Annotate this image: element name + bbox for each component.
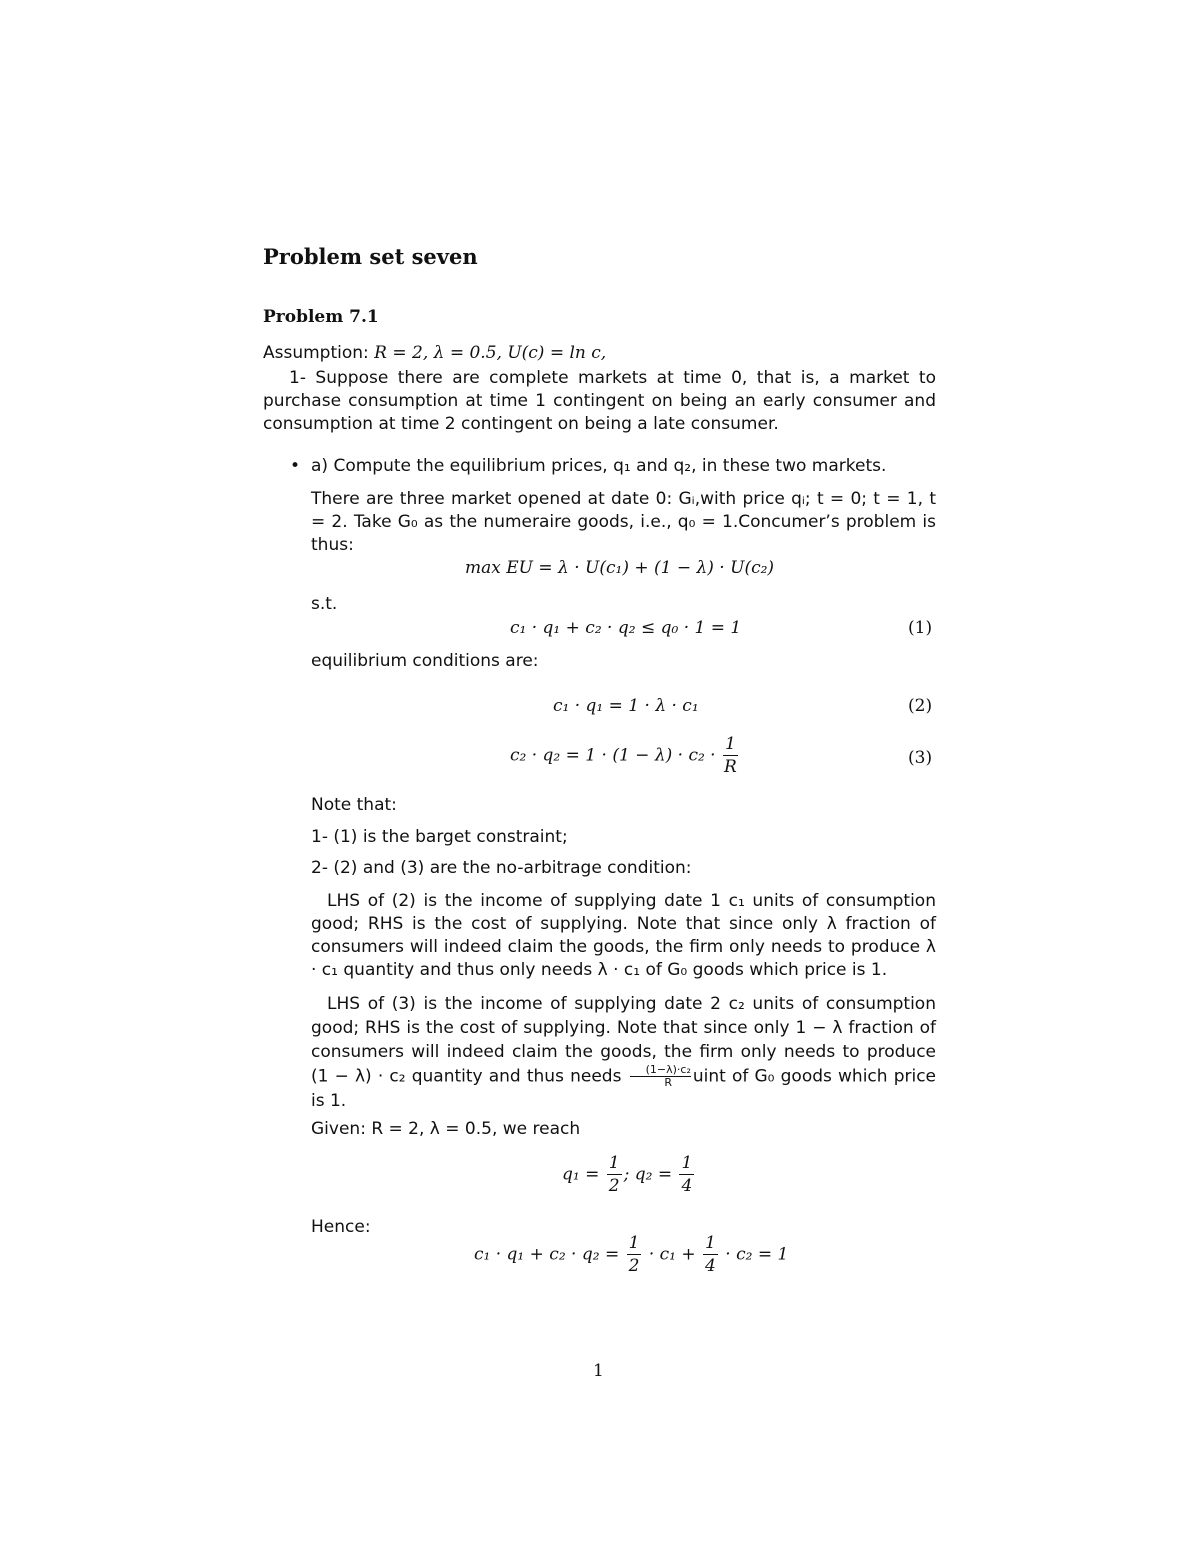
budget-equation: c₁ · q₁ + c₂ · q₂ ≤ q₀ · 1 = 1 bbox=[510, 618, 742, 638]
equilibrium-equation-3 bbox=[510, 733, 740, 778]
note-that: Note that: bbox=[311, 795, 397, 815]
lhs2-paragraph: LHS of (2) is the income of supplying date 1 c₁ units of consumption good; RHS is the cost of supplying. Note that since only λ fraction of consumers will indeed claim the goods, the firm only needs to produce λ · c₁ quantity and thus only needs λ · c₁ of G₀ goods which price is 1. bbox=[311, 891, 936, 980]
hence-equation bbox=[474, 1232, 788, 1277]
objective-equation: max EU = λ · U(c₁) + (1 − λ) · U(c₂) bbox=[465, 558, 775, 578]
problem-heading: Problem 7.1 bbox=[263, 307, 379, 327]
prices-equation bbox=[562, 1152, 696, 1197]
given-line: Given: R = 2, λ = 0.5, we reach bbox=[311, 1119, 581, 1139]
equilibrium-label: equilibrium conditions are: bbox=[311, 651, 539, 671]
market-paragraph: There are three market opened at date 0: Gᵢ,with price qᵢ; t = 0; t = 1, t = 2. Take G₀ as the numeraire goods, i.e., q₀ = 1.Concumer’s problem is thus: bbox=[311, 489, 936, 555]
st-label: s.t. bbox=[311, 594, 338, 614]
hence-lhs: c₁ · q₁ + c₂ · q₂ = bbox=[474, 1244, 620, 1265]
q2-fraction bbox=[679, 1152, 694, 1197]
lhs3-text-after: uint of G₀ goods which price is 1. bbox=[311, 1066, 937, 1111]
hence-f2-denominator: 4 bbox=[705, 1256, 716, 1276]
eq3-left: c₂ · q₂ = 1 · (1 − λ) · c₂ · bbox=[510, 745, 716, 766]
hence-mid: · c₁ + bbox=[648, 1244, 696, 1265]
q1-denominator: 2 bbox=[608, 1176, 620, 1196]
hence-fraction-2 bbox=[703, 1232, 718, 1277]
lhs3-denominator: R bbox=[664, 1076, 673, 1089]
bullet-marker: • bbox=[290, 456, 301, 476]
equation-number-2: (2) bbox=[908, 696, 933, 716]
q2-lhs: ; q₂ = bbox=[623, 1164, 673, 1185]
assumption-math: R = 2, λ = 0.5, U(c) = ln c, bbox=[374, 343, 607, 363]
eq3-fraction bbox=[723, 733, 738, 778]
hence-f2-numerator: 1 bbox=[705, 1233, 716, 1253]
intro-paragraph: 1- Suppose there are complete markets at time 0, that is, a market to purchase consumption at time 1 contingent on being an early consumer and consumption at time 2 contingent on being a late consumer. bbox=[263, 368, 936, 434]
bullet-question: a) Compute the equilibrium prices, q₁ and q₂, in these two markets. bbox=[311, 456, 887, 476]
hence-fraction-1 bbox=[627, 1232, 642, 1277]
equation-number-3: (3) bbox=[908, 748, 933, 768]
hence-f1-numerator: 1 bbox=[628, 1233, 640, 1253]
q1-numerator: 1 bbox=[608, 1153, 620, 1173]
assumption-line bbox=[263, 343, 606, 363]
note-item-2: 2- (2) and (3) are the no-arbitrage condition: bbox=[311, 858, 692, 878]
equilibrium-equation-2: c₁ · q₁ = 1 · λ · c₁ bbox=[553, 696, 699, 716]
hence-label: Hence: bbox=[311, 1217, 371, 1237]
hence-rhs: · c₂ = 1 bbox=[725, 1244, 789, 1265]
eq3-numerator: 1 bbox=[725, 734, 736, 754]
equation-number-1: (1) bbox=[908, 618, 933, 638]
note-item-1: 1- (1) is the barget constraint; bbox=[311, 827, 568, 847]
hence-f1-denominator: 2 bbox=[628, 1256, 640, 1276]
q1-fraction bbox=[607, 1152, 622, 1197]
eq3-denominator: R bbox=[724, 757, 737, 777]
lhs3-numerator: (1−λ)·c₂ bbox=[630, 1064, 691, 1077]
page-number: 1 bbox=[593, 1361, 604, 1381]
document-title: Problem set seven bbox=[263, 244, 478, 269]
lhs3-text-before: LHS of (3) is the income of supplying date 2 c₂ units of consumption good; RHS is the cost of supplying. Note that since only 1 − λ fraction of consumers will indeed claim the goods, the firm only needs to produce (1 − λ) · c₂ quantity and thus needs bbox=[311, 994, 936, 1087]
lhs3-paragraph bbox=[311, 992, 936, 1113]
q2-denominator: 4 bbox=[681, 1176, 693, 1196]
q1-lhs: q₁ = bbox=[562, 1164, 600, 1185]
assumption-label: Assumption: bbox=[263, 343, 369, 363]
lhs3-inline-fraction bbox=[630, 1064, 691, 1089]
q2-numerator: 1 bbox=[681, 1153, 693, 1173]
